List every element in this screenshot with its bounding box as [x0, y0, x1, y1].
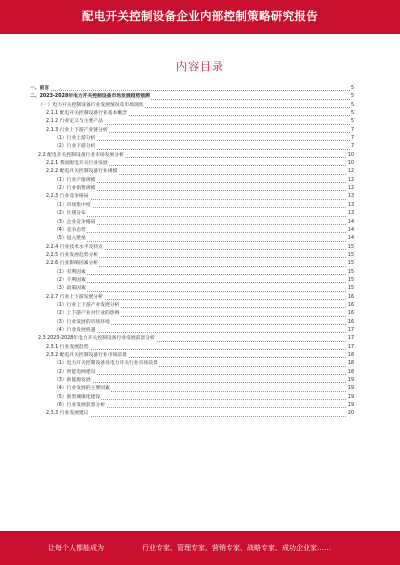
toc-page-number: 17 [347, 335, 354, 343]
toc-page-number: 7 [350, 135, 354, 143]
toc-page-number: 19 [347, 394, 354, 402]
toc-entry-text: 2.1.3 行业上下游产业链分析 [30, 127, 109, 135]
toc-entry[interactable] [30, 185, 354, 193]
toc-page-number: 17 [347, 344, 354, 352]
toc-entry[interactable] [30, 260, 354, 268]
toc-page-number: 12 [347, 177, 354, 185]
toc-page-number: 19 [347, 377, 354, 385]
toc-entry-text: 2.1.1 配电开关控制设备行业基本概念 [30, 110, 128, 118]
toc-entry[interactable] [30, 352, 354, 360]
toc-entry[interactable] [30, 285, 354, 293]
toc-entry-text: 2.2.2 配电开关控制设备行业规模 [30, 168, 118, 176]
toc-entry-text: （4）竞争态势 [30, 227, 87, 235]
toc-page-number: 14 [347, 235, 354, 243]
toc-entry[interactable] [30, 402, 354, 410]
toc-entry-text: 2.2.4 行业技术水平及特点 [30, 244, 104, 252]
toc-page-number: 18 [347, 369, 354, 377]
toc-entry[interactable] [30, 135, 354, 143]
toc-heading: 内容目录 [176, 60, 224, 73]
toc-entry-text: 2.2.6 行业影响因素分析 [30, 260, 99, 268]
toc-entry-text: （4）行业发展的主要因素 [30, 385, 111, 393]
toc-entry-text: 2.2.3 行业竞争格局 [30, 193, 90, 201]
toc-entry-text: （2）区域分布 [30, 210, 87, 218]
toc-page-number: 15 [347, 244, 354, 252]
toc-page-number: 7 [350, 127, 354, 135]
toc-page-number: 5 [350, 110, 354, 118]
toc-page-number: 14 [347, 219, 354, 227]
toc-entry-text: （2）上下游产业对行业的影响 [30, 310, 120, 318]
toc-entry[interactable] [30, 143, 354, 151]
report-title: 配电开关控制设备企业内部控制策略研究报告 [82, 9, 318, 23]
toc-entry[interactable] [30, 269, 354, 277]
toc-entry-text: 2.1.2 行业定义与主要产品 [30, 118, 104, 126]
toc-entry-text: 2.3.2 配电开关控制设备行业市场前景 [30, 352, 128, 360]
toc-page-number: 18 [347, 360, 354, 368]
toc-entry[interactable] [30, 160, 354, 168]
toc-entry-text: （一）电力开关控制设备行业发展情况及市场现状 [30, 102, 145, 110]
toc-entry-text: （5）进入壁垒 [30, 235, 87, 243]
toc-page-number: 5 [350, 118, 354, 126]
toc-entry[interactable] [30, 168, 354, 176]
toc-entry[interactable] [30, 202, 354, 210]
footer-items: 行业专家、管理专家、营销专家、战略专家、成功企业家…… [142, 544, 331, 552]
report-header-bar [0, 0, 400, 34]
toc-entry[interactable] [30, 377, 354, 385]
toc-page-number: 15 [347, 285, 354, 293]
toc-entry[interactable] [30, 294, 354, 302]
toc-page-number: 19 [347, 385, 354, 393]
toc-entry-text: 2.2.7 行业上下游发展分析 [30, 294, 104, 302]
toc-entry[interactable] [30, 369, 354, 377]
toc-entry-text: （4）行业发展机遇 [30, 327, 96, 335]
toc-page-number: 16 [347, 319, 354, 327]
toc-entry-text: 一、前言 [30, 85, 50, 93]
toc-page-number: 15 [347, 260, 354, 268]
toc-page-number: 13 [347, 202, 354, 210]
toc-entry[interactable] [30, 219, 354, 227]
toc-entry[interactable] [30, 85, 354, 93]
toc-page-number: 16 [347, 302, 354, 310]
toc-entry-text: 2.2 配电开关控制设备行业市场发展分析 [30, 152, 125, 160]
toc-entry-text: （3）企业竞争格局 [30, 219, 96, 227]
toc-entry[interactable] [30, 310, 354, 318]
toc-leader-dots [30, 90, 354, 91]
toc-entry[interactable] [30, 335, 354, 343]
toc-entry-text: 2.3 2023-2028年电力开关控制设备行业发展前景分析 [30, 335, 156, 343]
toc-entry[interactable] [30, 118, 354, 126]
toc-page-number: 10 [347, 160, 354, 168]
toc-entry[interactable] [30, 252, 354, 260]
toc-entry-text: （1）行业上下游产业发展分析 [30, 302, 120, 310]
toc-entry[interactable] [30, 152, 354, 160]
toc-entry[interactable] [30, 102, 354, 110]
toc-page-number: 14 [347, 227, 354, 235]
toc-entry-text: （2）智能电网建设 [30, 369, 96, 377]
table-of-contents [30, 85, 354, 419]
toc-page-number: 16 [347, 310, 354, 318]
toc-entry-text: （1）行业上游分析 [30, 135, 96, 143]
toc-entry-text: （3）新能源发展 [30, 377, 92, 385]
toc-page-number: 5 [350, 93, 354, 101]
toc-page-number: 5 [350, 102, 354, 110]
toc-page-number: 10 [347, 152, 354, 160]
toc-entry[interactable] [30, 110, 354, 118]
toc-entry[interactable] [30, 93, 354, 101]
toc-entry[interactable] [30, 177, 354, 185]
toc-page-number: 15 [347, 277, 354, 285]
toc-entry-text: （2）行业下游分析 [30, 143, 96, 151]
toc-page-number: 5 [350, 85, 354, 93]
toc-entry[interactable] [30, 327, 354, 335]
toc-entry[interactable] [30, 360, 354, 368]
toc-entry-text: 2.3.3 行业发展建议 [30, 410, 90, 418]
toc-page-number: 20 [347, 410, 354, 418]
toc-page-number: 15 [347, 252, 354, 260]
toc-entry-text: （1）市场集中度 [30, 202, 92, 210]
toc-entry[interactable] [30, 302, 354, 310]
toc-entry[interactable] [30, 127, 354, 135]
toc-entry-text: （3）行业发展的市场环境 [30, 319, 111, 327]
toc-entry-text: 2.3.1 行业发展趋势 [30, 344, 90, 352]
toc-page-number: 15 [347, 269, 354, 277]
toc-page-number: 17 [347, 327, 354, 335]
toc-entry-text: 2.2.5 行业发展趋势分析 [30, 252, 99, 260]
toc-entry[interactable] [30, 193, 354, 201]
toc-page-number: 13 [347, 210, 354, 218]
toc-entry[interactable] [30, 244, 354, 252]
toc-entry[interactable] [30, 344, 354, 352]
toc-page-number: 12 [347, 185, 354, 193]
toc-entry-text: 2.2.1 我国配电开关行业发展 [30, 160, 109, 168]
toc-page-number: 18 [347, 352, 354, 360]
toc-entry[interactable] [30, 394, 354, 402]
toc-entry-text: （2）行业销售规模 [30, 185, 96, 193]
toc-entry[interactable] [30, 227, 354, 235]
toc-entry-text: （1）有利因素 [30, 269, 87, 277]
toc-entry-text: 二、2023-2028年电力开关控制设备市场发展趋势预测 [30, 93, 151, 101]
toc-page-number: 12 [347, 168, 354, 176]
toc-entry[interactable] [30, 385, 354, 393]
toc-entry-text: （1）电力开关控制设备及电力开关行业市场前景 [30, 360, 159, 368]
toc-entry-text: （3）政策因素 [30, 285, 87, 293]
toc-page-number: 13 [347, 193, 354, 201]
toc-entry[interactable] [30, 277, 354, 285]
toc-entry-text: （1）行业产值规模 [30, 177, 96, 185]
toc-entry-text: （5）新型城镇化建设 [30, 394, 101, 402]
toc-entry[interactable] [30, 319, 354, 327]
report-footer-bar [0, 531, 400, 565]
footer-slogan: 让每个人都能成为 [48, 544, 104, 552]
toc-entry[interactable] [30, 410, 354, 418]
toc-page-number: 16 [347, 294, 354, 302]
toc-entry[interactable] [30, 210, 354, 218]
toc-page-number: 7 [350, 143, 354, 151]
toc-entry[interactable] [30, 235, 354, 243]
toc-entry-text: （6）行业发展前景分析 [30, 402, 106, 410]
toc-entry-text: （2）不利因素 [30, 277, 87, 285]
toc-page-number: 19 [347, 402, 354, 410]
